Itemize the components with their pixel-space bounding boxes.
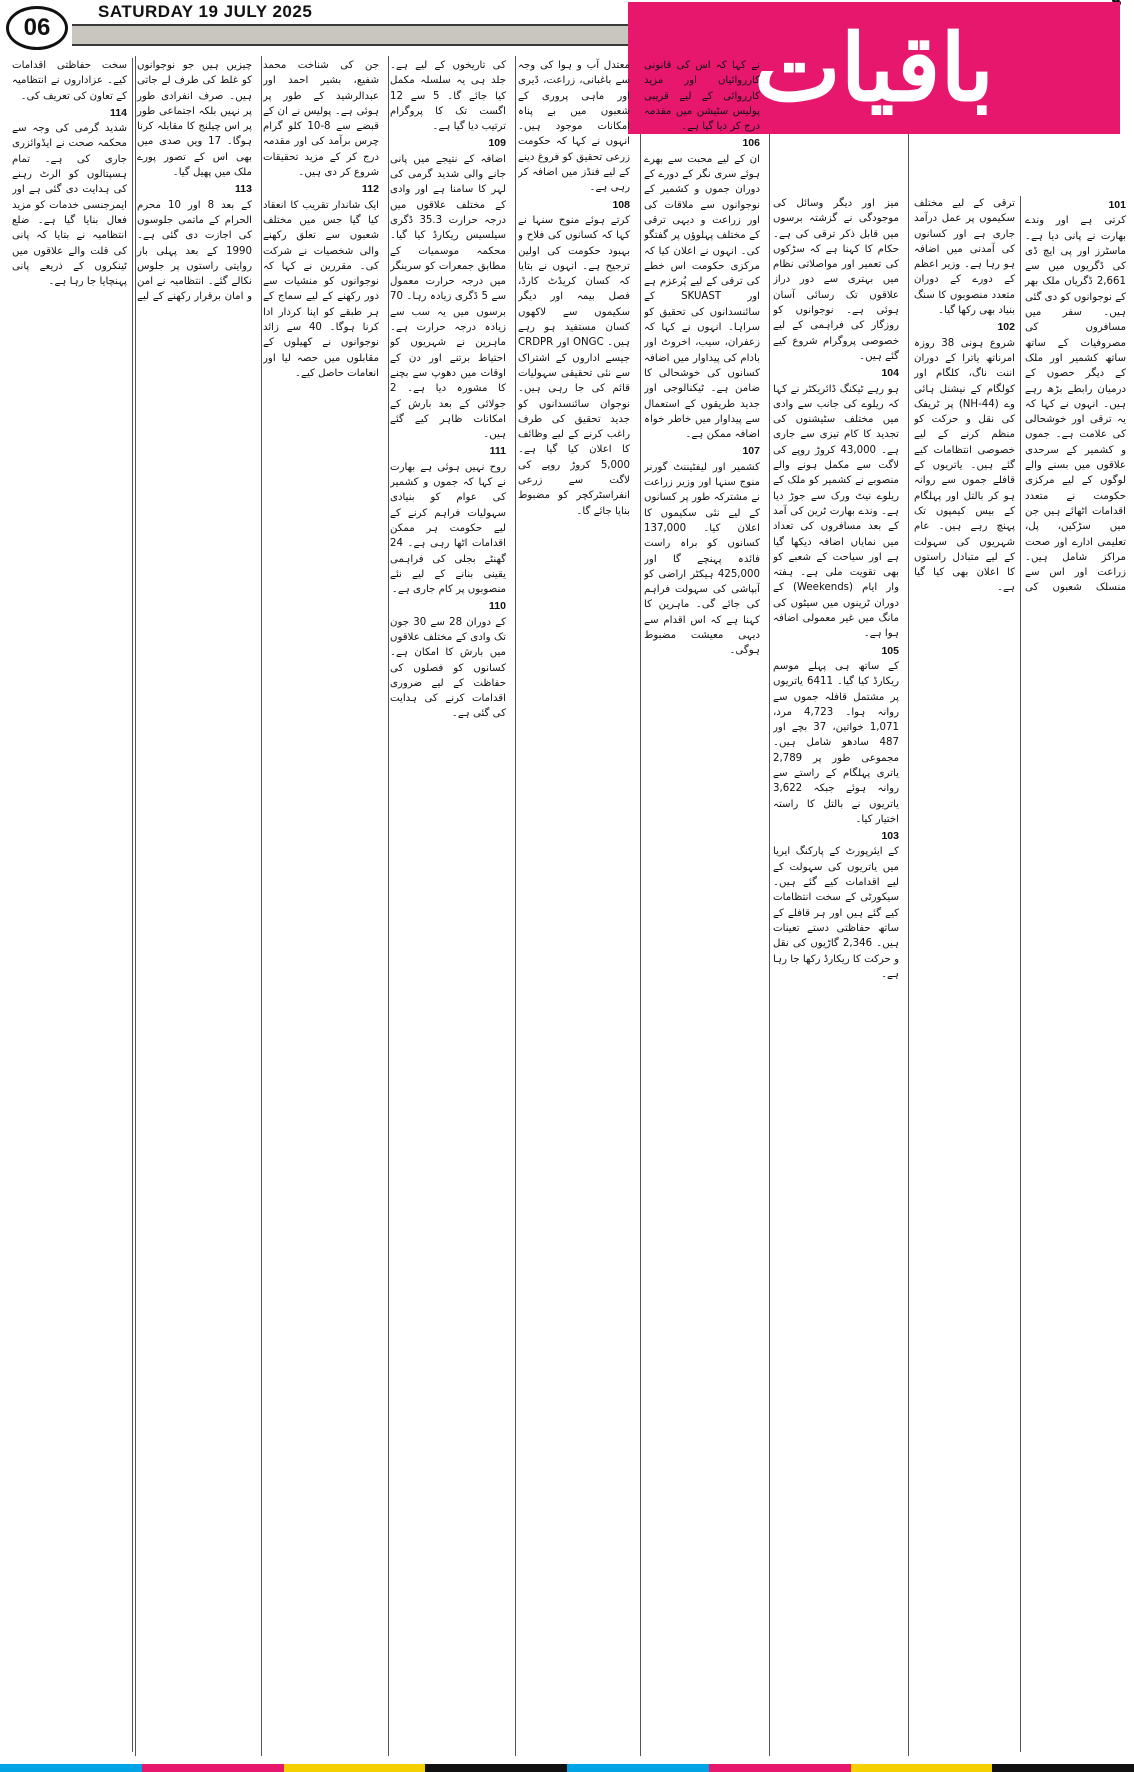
article-paragraph: کے ایئرپورٹ کے پارکنگ ایریا میں یاتریوں کی سہولت کے لیے اقدامات کیے گئے ہیں۔ سیکورٹی کے سخت انتظامات کیے گئے ہیں اور ہر قافلے کے ساتھ حفاظتی دستے تعینات ہیں۔ 2,346 گاڑیوں کی نقل و حرکت کا ریکارڈ رکھا جا رہا ہے۔ — [773, 846, 899, 980]
article-number: 105 — [881, 644, 899, 657]
article-paragraph: اضافہ کے نتیجے میں پانی جانے والی شدید گرمی کی لہر کا سامنا ہے اور وادی کے مختلف علاقوں میں درجہ حرارت 35.3 ڈگری سیلسیس ریکارڈ کیا گیا۔ محکمہ موسمیات کے مطابق جمعرات کو سرینگر میں درجہ حرارت معمول سے 5 ڈگری زیادہ رہا۔ 70 برسوں میں یہ سب سے زیادہ درجہ حرارت ہے۔ ماہرین نے شہریوں کو احتیاط برتنے اور دن کے اوقات میں دھوپ سے بچنے کا مشورہ دیا ہے۔ 2 جولائی کے بعد بارش کے امکانات ظاہر کیے گئے ہیں۔ — [390, 153, 506, 441]
article-number: 102 — [997, 321, 1015, 334]
article-paragraph: روح نہیں ہوئی ہے بھارت نے کہا کہ جموں و کشمیر کی عوام کو بنیادی سہولیات فراہم کرنے کے لیے حکومت ہر ممکن اقدامات اٹھا رہی ہے۔ 24 گھنٹے بجلی کی فراہمی یقینی بنانے کے لیے نئے منصوبوں پر کام جاری ہے۔ — [390, 461, 506, 596]
footer-color-strip — [425, 1764, 567, 1772]
footer-color-strip — [0, 1764, 142, 1772]
text-column — [12, 58, 252, 1752]
article-number: 112 — [362, 183, 379, 196]
footer-color-bar — [0, 1764, 1134, 1772]
page-number: 06 — [6, 6, 68, 50]
article-number: 106 — [742, 137, 760, 150]
article-paragraph: کے دوران 28 سے 30 جون تک وادی کے مختلف علاقوں میں بارش کا امکان ہے۔ کسانوں کو فصلوں کی حفاظت کے لیے ضروری اقدامات کرنے کی ہدایت کی گئی ہے۔ — [390, 616, 506, 720]
article-number: 110 — [489, 600, 506, 613]
article-paragraph: شدید گرمی کی وجہ سے محکمہ صحت نے ایڈوائزری جاری کی ہے۔ تمام ہسپتالوں کو الرٹ رہنے کی ہدایت دی گئی ہے اور ایمرجنسی خدمات کو مزید فعال بنایا گیا ہے۔ ضلع انتظامیہ نے بتایا کہ پانی کی قلت والے علاقوں میں ٹینکروں کے ذریعے پانی پہنچایا جا رہا ہے۔ — [12, 123, 127, 288]
issue-date: SATURDAY 19 JULY 2025 — [98, 2, 313, 21]
column-divider — [908, 56, 909, 1756]
text-column — [263, 58, 379, 1752]
text-column — [773, 196, 899, 1752]
article-paragraph: ہو رہے ٹیکنگ ڈائریکٹر نے کہا کہ ریلوے کی جانب سے وادی میں مختلف سٹیشنوں کی تجدید کا کام تیزی سے جاری ہے۔ 43,000 کروڑ روپے کی لاگت سے مکمل ہونے والے منصوبے نے کشمیر کو ملک کے ریلوے نیٹ ورک سے جوڑ دیا ہے۔ وندے بھارت ٹرین کی آمد کے بعد مسافروں کی تعداد میں نمایاں اضافہ دیکھا گیا ہے اور سیاحت کے شعبے کو بھی تقویت ملی ہے۔ ہفتہ وار ایام (Weekends) کے دوران ٹرینوں میں سیٹوں کی مانگ میں غیر معمولی اضافہ ہوا ہے۔ — [773, 383, 899, 640]
article-number: 107 — [742, 445, 760, 458]
column-divider — [261, 56, 262, 1756]
article-number: 104 — [881, 367, 899, 380]
article-paragraph: جن کی شناخت محمد شفیع، بشیر احمد اور عبدالرشید کے طور پر ہوئی ہے۔ پولیس نے ان کے قبضے سے 8-10 کلو گرام چرس برآمد کی اور مقدمہ درج کر کے مزید تحقیقات شروع کر دی ہیں۔ — [263, 60, 379, 179]
section-headline: باقیات — [753, 14, 995, 122]
text-column — [518, 58, 630, 1752]
footer-color-strip — [709, 1764, 851, 1772]
footer-color-strip — [284, 1764, 426, 1772]
article-number: 108 — [612, 198, 630, 211]
article-number: 114 — [110, 106, 127, 119]
footer-color-strip — [851, 1764, 993, 1772]
article-number: 103 — [881, 830, 899, 843]
footer-color-strip — [992, 1764, 1134, 1772]
column-divider — [640, 56, 641, 1756]
article-paragraph: کے ساتھ ہی پہلے موسم ریکارڈ کیا گیا۔ 6411 یاتریوں پر مشتمل قافلہ جموں سے روانہ ہوا۔ 4,723 مرد، 1,071 خواتین، 37 بچے اور 487 سادھو شامل ہیں۔ مجموعی طور پر 2,789 یاتری پہلگام کے راستے سے روانہ ہوئے جبکہ 3,622 یاتریوں نے بالتل کا راستہ اختیار کیا۔ — [773, 660, 899, 825]
article-number: 101 — [1108, 199, 1126, 211]
column-divider — [769, 56, 770, 1756]
column-divider — [388, 56, 389, 1756]
article-paragraph: کے بعد 8 اور 10 محرم الحرام کے ماتمی جلوسوں کی اجازت دی گئی ہے۔ 1990 کے بعد پہلی بار روایتی راستوں پر جلوس نکالے گئے۔ انتظامیہ نے امن و امان برقرار رکھنے کے لیے سخت حفاظتی اقدامات کیے۔ عزاداروں نے انتظامیہ کے تعاون کی تعریف کی۔ — [12, 60, 252, 303]
article-number: 113 — [235, 183, 252, 196]
article-paragraph: کی تاریخوں کے لیے ہے۔ جلد ہی یہ سلسلہ مکمل کیا جائے گا۔ 5 سے 12 اگست تک کا پروگرام ترتیب دیا گیا ہے۔ — [390, 60, 506, 133]
text-column — [390, 58, 506, 1752]
article-paragraph: معتدل آب و ہوا کی وجہ سے باغبانی، زراعت، ڈیری اور ماہی پروری کے شعبوں میں بے پناہ امکانات موجود ہیں۔ انہوں نے کہا کہ حکومت زرعی تحقیق کو فروغ دینے کے لیے فنڈز میں اضافہ کر رہی ہے۔ — [518, 60, 630, 194]
article-paragraph: ایک شاندار تقریب کا انعقاد کیا گیا جس میں مختلف شعبوں سے تعلق رکھنے والی شخصیات نے شرکت کی۔ مقررین نے کہا کہ نوجوانوں کو منشیات سے دور رکھنے کے لیے سماج کے ہر طبقے کو اپنا کردار ادا کرنا ہوگا۔ 40 سے زائد نوجوانوں نے کھیلوں کے مقابلوں میں حصہ لیا اور انعامات حاصل کیے۔ — [263, 199, 379, 379]
footer-color-strip — [142, 1764, 284, 1772]
article-paragraph: میز اور دیگر وسائل کی موجودگی نے گزشتہ برسوں میں قابل ذکر ترقی کی ہے۔ حکام کا کہنا ہے کہ سڑکوں کی تعمیر اور مواصلاتی نظام میں بہتری سے دور دراز علاقوں تک رسائی آسان ہوئی ہے۔ نوجوانوں کو روزگار کی فراہمی کے لیے خصوصی پروگرام شروع کیے گئے ہیں۔ — [773, 198, 899, 362]
article-number: 109 — [488, 137, 506, 150]
article-paragraph: شروع ہونی 38 روزہ امرناتھ یاترا کے دوران اننت ناگ، کلگام اور کولگام کے نیشنل ہائی وے (NH-44) پر ٹریفک کی نقل و حرکت کو منظم کرنے کے لیے خصوصی انتظامات کیے گئے ہیں۔ یاتریوں کے قافلے جموں سے روانہ ہو کر بالتل اور پہلگام کے بیس کیمپوں تک پہنچ رہے ہیں۔ عام شہریوں کی سہولت کے لیے متبادل راستوں کا اعلان بھی کیا گیا ہے۔ — [914, 337, 1015, 594]
column-divider — [515, 56, 516, 1756]
article-paragraph: چیزیں ہیں جو نوجوانوں کو غلط کی طرف لے جاتی ہیں۔ صرف انفرادی طور پر نہیں بلکہ اجتماعی طور پر اس چیلنج کا مقابلہ کرنا ہوگا۔ 17 ویں صدی میں بھی اس کے تصور پورے ملک میں پھیل گیا۔ — [137, 60, 252, 179]
text-column — [914, 196, 1126, 1752]
article-paragraph: کشمیر اور لیفٹیننٹ گورنر منوج سنہا اور وزیر زراعت نے مشترکہ طور پر کسانوں کے لیے نئی سکیموں کا اعلان کیا۔ 137,000 کسانوں کو براہ راست فائدہ پہنچے گا اور 425,000 ہیکٹر اراضی کو آبپاشی کی سہولت فراہم کی جائے گی۔ ماہرین کا کہنا ہے کہ اس اقدام سے دیہی معیشت مضبوط ہوگی۔ — [644, 461, 760, 657]
article-paragraph: کرتے ہوئے منوج سنہا نے کہا کہ کسانوں کی فلاح و بہبود حکومت کی اولین ترجیح ہے۔ انہوں نے بتایا کہ کسان کریڈٹ کارڈ، فصل بیمہ اور دیگر سکیموں سے لاکھوں کسان مستفید ہو رہے ہیں۔ ONGC اور CRDPR جیسے اداروں کے اشتراک سے نئی تحقیقی سہولیات قائم کی جا رہی ہیں۔ نوجوان سائنسدانوں کو جدید تحقیق کی طرف راغب کرنے کے لیے وظائف کا اعلان کیا گیا ہے۔ 5,000 کروڑ روپے کی لاگت سے زرعی انفراسٹرکچر کو مضبوط بنایا جائے گا۔ — [518, 214, 630, 517]
article-paragraph: نے کہا کہ اس کی قانونی کارروائیاں اور مزید کارروائی کے لیے قریبی پولیس سٹیشن میں مقدمہ درج کر دیا گیا ہے۔ — [644, 60, 760, 133]
article-paragraph: ان کے لیے محبت سے بھرے ہوئے سری نگر کے دورے کے دوران جموں و کشمیر کے نوجوانوں سے ملاقات کی اور زراعت و دیہی ترقی کے مختلف پہلوؤں پر گفتگو کی۔ انہوں نے اعلان کیا کہ مرکزی حکومت اس خطے کی ترقی کے لیے پُرعزم ہے اور SKUAST کے سائنسدانوں کی تحقیق کو سراہا۔ انہوں نے کہا کہ زعفران، سیب، اخروٹ اور بادام کی پیداوار میں اضافہ کسانوں کی خوشحالی کا ضامن ہے۔ ٹیکنالوجی اور جدید طریقوں کے استعمال سے پیداوار میں خاطر خواہ اضافہ ممکن ہے۔ — [644, 153, 760, 441]
footer-color-strip — [567, 1764, 709, 1772]
article-paragraph: کرتی ہے اور وندے بھارت نے پانی دیا ہے۔ ماسٹرز اور پی ایچ ڈی کی ڈگریوں میں سے 2,661 ڈگریاں ملک بھر کے نوجوانوں کو دی گئی ہیں۔ سفر میں مسافروں کی مصروفیات کے ساتھ ساتھ کشمیر اور ملک کے دیگر حصوں کے درمیان رابطے بڑھ رہے ہیں۔ انہوں نے کہا کہ یہ ترقی اور خوشحالی کی علامت ہے۔ جموں و کشمیر کے سرحدی علاقوں میں بسنے والے لوگوں کے لیے مرکزی حکومت نے متعدد اقدامات اٹھائے ہیں جن میں سڑکیں، پل، تعلیمی ادارے اور صحت مراکز شامل ہیں۔ زراعت اور اس سے منسلک شعبوں کی ترقی کے لیے مختلف سکیموں پر عمل درآمد جاری ہے اور کسانوں کی آمدنی میں اضافہ ہو رہا ہے۔ وزیر اعظم کے دورے کے دوران متعدد منصوبوں کا سنگ بنیاد بھی رکھا گیا۔ — [914, 198, 1126, 594]
text-column — [644, 58, 760, 1752]
article-number: 111 — [489, 445, 506, 458]
